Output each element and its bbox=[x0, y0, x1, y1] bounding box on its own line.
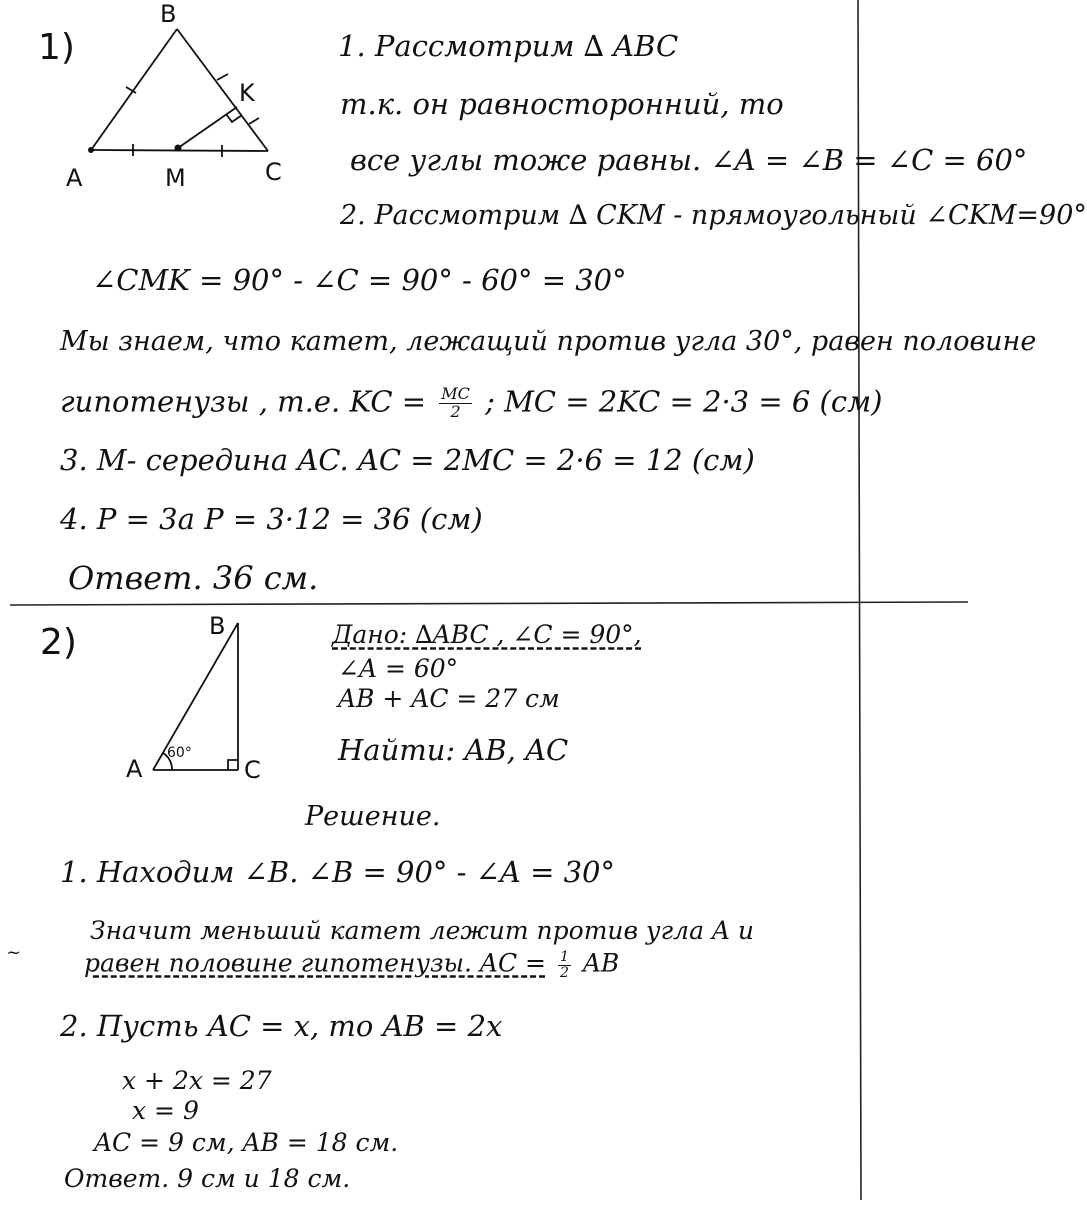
p2-step1-line3-prefix: равен половине гипотенузы. AC = bbox=[84, 948, 546, 978]
p2-find: Найти: AB, AC bbox=[338, 733, 569, 767]
point-m bbox=[175, 145, 182, 152]
vertex-b2-label: B bbox=[209, 612, 226, 640]
vertex-a-label: A bbox=[66, 164, 83, 192]
fraction-numerator-2: 1 bbox=[559, 949, 569, 965]
right-triangle-figure bbox=[153, 623, 238, 770]
p1-step1-line3: все углы тоже равны. ∠A = ∠B = ∠C = 60° bbox=[350, 143, 1028, 177]
p1-step1-line2: т.к. он равносторонний, то bbox=[340, 87, 784, 121]
p2-eq1: x + 2x = 27 bbox=[122, 1066, 272, 1095]
point-a bbox=[88, 147, 94, 153]
problem-1-number: 1) bbox=[38, 27, 75, 68]
p2-step2-line1: 2. Пусть AC = x, то AB = 2x bbox=[60, 1009, 503, 1043]
p2-eq3: AC = 9 см, AB = 18 см. bbox=[94, 1128, 399, 1157]
p1-step2-line3: Мы знаем, что катет, лежащий против угла 30°, равен половине bbox=[60, 326, 1037, 357]
section-divider bbox=[10, 602, 968, 605]
p1-step2-line4-prefix: гипотенузы , т.е. KC = bbox=[60, 384, 427, 419]
p2-given-line1: Дано: ∆ABC , ∠C = 90°, bbox=[332, 620, 642, 649]
fraction-mc-over-2 bbox=[439, 386, 472, 421]
p2-step1-line3 bbox=[84, 950, 619, 980]
side-ab bbox=[91, 29, 177, 150]
p2-step1-line1: 1. Находим ∠B. ∠B = 90° - ∠A = 30° bbox=[60, 855, 616, 889]
vertex-b-label: B bbox=[160, 0, 177, 28]
p1-step3: 3. M- середина AC. AC = 2MC = 2·6 = 12 (см) bbox=[60, 443, 755, 477]
tick-bk bbox=[217, 74, 228, 80]
angle-a-label: 60° bbox=[167, 745, 192, 761]
vertex-a2-label: A bbox=[126, 755, 143, 783]
fraction-1-over-2 bbox=[558, 950, 571, 980]
fraction-denominator: 2 bbox=[450, 401, 461, 421]
right-angle-mark-k bbox=[226, 114, 242, 122]
p2-answer: Ответ. 9 см и 18 см. bbox=[64, 1164, 351, 1193]
fraction-numerator: MC bbox=[441, 384, 470, 403]
p2-given-line2: ∠A = 60° bbox=[338, 654, 459, 683]
vertex-c2-label: C bbox=[244, 756, 261, 784]
vertex-k-label: K bbox=[239, 79, 255, 107]
p2-given-line3: AB + AC = 27 см bbox=[338, 684, 560, 713]
problem-2-number: 2) bbox=[40, 622, 77, 663]
margin-line bbox=[858, 0, 861, 1200]
p1-step2-line2: ∠CMK = 90° - ∠C = 90° - 60° = 30° bbox=[92, 263, 627, 297]
p2-step1-line3-suffix: AB bbox=[582, 948, 620, 978]
segment-mk bbox=[178, 107, 237, 148]
fraction-denominator-2: 2 bbox=[559, 964, 569, 981]
p1-step2-line4-suffix: ; MC = 2KC = 2·3 = 6 (см) bbox=[485, 384, 883, 419]
right-angle-mark-c bbox=[228, 760, 238, 770]
stray-mark: ~ bbox=[6, 942, 22, 963]
vertex-m-label: M bbox=[165, 164, 186, 192]
tick-kc bbox=[249, 118, 259, 124]
p2-eq2: x = 9 bbox=[132, 1096, 199, 1125]
p1-step2-line1: 2. Рассмотрим ∆ CKM - прямоугольный ∠CKM=90° bbox=[340, 200, 1087, 231]
p2-step1-line2: Значит меньший катет лежит против угла A и bbox=[90, 916, 755, 945]
side-ab-2 bbox=[153, 623, 238, 770]
p1-answer: Ответ. 36 см. bbox=[68, 559, 319, 597]
p1-step1-line1: 1. Рассмотрим ∆ ABC bbox=[338, 29, 679, 63]
vertex-c-label: C bbox=[265, 158, 282, 186]
p1-step2-line4 bbox=[60, 386, 882, 421]
p1-step4: 4. P = 3a P = 3·12 = 36 (см) bbox=[60, 502, 483, 536]
p2-solution-title: Решение. bbox=[305, 801, 441, 832]
